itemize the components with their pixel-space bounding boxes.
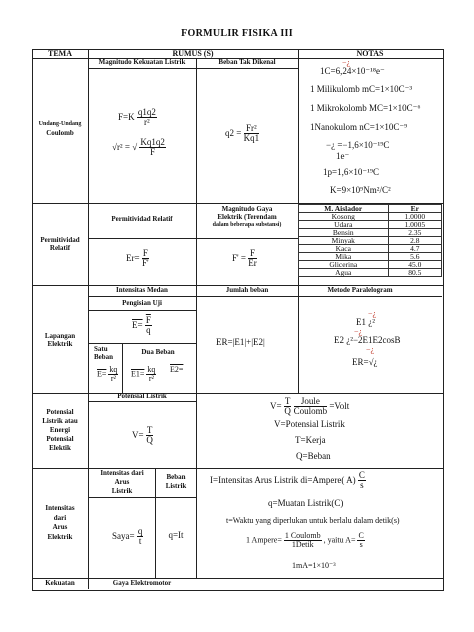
coulomb-note: −¿ =−1,6×10⁻¹⁹C <box>326 140 390 150</box>
sub-divider <box>88 68 298 69</box>
coulomb-note: 1Nanokulom nC=1×10C⁻⁹ <box>310 122 408 132</box>
table-cell: Agua <box>299 269 389 277</box>
kekuatan-sub: Gaya Elektromotor <box>112 579 172 587</box>
row-divider <box>32 393 443 394</box>
col-divider <box>196 393 197 468</box>
coulomb-note: 1C=6,24×10⁻¹⁸e⁻ <box>320 66 385 76</box>
paralelogram-line: E2 ¿²−2E1E2cosB <box>334 335 401 345</box>
intensitas-note: t=Waktu yang diperlukan untuk berlalu dalam detik(s) <box>226 516 400 525</box>
lapangan-mark: −¿ <box>368 309 377 318</box>
lapangan-mark: −¿ <box>354 327 363 336</box>
col-divider <box>196 468 197 578</box>
coulomb-sub-magnitudo: Magnitudo Kekuatan Listrik <box>98 58 186 66</box>
permitividad-tema-line2: Relatif <box>49 244 71 252</box>
table-cell: 1.0005 <box>388 221 441 229</box>
intensitas-tema: Elektrik <box>47 533 73 541</box>
intensitas-sub: Intensitas dari <box>100 469 144 477</box>
potensial-sub: Potensial Listrik <box>117 392 167 400</box>
table-cell: 2.8 <box>388 237 441 245</box>
coulomb-note: 1 Milikulomb mC=1×10C⁻³ <box>310 84 413 94</box>
permitividad-sub-gaya: Magnitudo Gaya <box>221 205 273 213</box>
permitividad-sub-gaya: Elektrik (Terendam <box>217 213 277 221</box>
formula-satu-beban: E= $\frac{kq}{\text{r²}}$ <box>97 365 118 384</box>
intensitas-sub: Arus <box>114 478 130 486</box>
table-cell: 80.5 <box>388 269 441 277</box>
col-divider <box>298 58 299 203</box>
table-header: M. Aislador <box>299 205 389 213</box>
intensitas-sub: Listrik <box>111 487 133 495</box>
formula-coulomb-f: F=K $\frac{q1q2}{\text{r²}}$ <box>118 107 156 128</box>
table-cell: 2.35 <box>388 229 441 237</box>
lapangan-sub-metode: Metode Paralelogram <box>327 286 393 294</box>
intensitas-sub-beban: Listrik <box>165 482 187 490</box>
permitividad-sub-relatif: Permitividad Relatif <box>111 215 173 223</box>
page-title: FORMULIR FISIKA III <box>181 28 293 39</box>
coulomb-note: 1p=1,6×10⁻¹⁹C <box>323 167 379 177</box>
lapangan-dua: Dua Beban <box>141 348 175 356</box>
potensial-tema: Elektik <box>49 444 71 452</box>
table-cell: Bensin <box>299 229 389 237</box>
table-cell: 1.0000 <box>388 213 441 221</box>
table-row <box>299 245 442 253</box>
potensial-tema: Listrik atau <box>42 417 78 425</box>
table-cell: Udara <box>299 221 389 229</box>
lapangan-sub-intensitas: Intensitas Medan <box>116 286 168 294</box>
coulomb-tema-line1: Undang-Undang <box>38 121 82 127</box>
lapangan-tema-line1: Lapangan <box>44 332 76 340</box>
col-divider <box>122 343 123 393</box>
coulomb-tema-line2: Coulomb <box>46 129 74 137</box>
col-divider <box>88 49 89 589</box>
intensitas-tema: Intensitas <box>45 504 75 512</box>
formula-coulomb-r: √r² = √ $\frac{Kq1q2}{F}$ <box>112 137 165 158</box>
sub-divider <box>88 296 442 297</box>
paralelogram-line: ER=√¿ <box>352 357 378 367</box>
col-divider <box>196 58 197 285</box>
table-cell: 5.6 <box>388 253 441 261</box>
table-row <box>299 229 442 237</box>
table-cell: Kosong <box>299 213 389 221</box>
coulomb-note: 1 Mikrokolomb MC=1×10C⁻⁶ <box>310 103 421 113</box>
table-cell: 45.0 <box>388 261 441 269</box>
table-row <box>299 237 442 245</box>
header-tema: TEMA <box>48 49 72 58</box>
permitividad-sub-gaya: dalam beberapa substansi) <box>212 222 282 228</box>
table-header: Er <box>388 205 441 213</box>
lapangan-satu: Beban <box>94 353 114 361</box>
sub-divider <box>88 497 196 498</box>
sub-divider <box>88 343 196 344</box>
lapangan-tema-line2: Elektrik <box>47 340 73 348</box>
formula-er-sum: ER=|E1|+|E2| <box>216 337 265 347</box>
row-divider <box>32 468 443 469</box>
header-rumus: RUMUS (S) <box>172 49 214 58</box>
lapangan-pengisian: Pengisian Uji <box>122 299 162 307</box>
potensial-tema: Potensial <box>46 408 74 416</box>
coulomb-note-mark: −¿ <box>342 58 351 67</box>
formula-coulomb-q2: q2 = $\frac{\text{Fr²}}{Kq1}$ <box>225 123 260 144</box>
formula-e: E= $\frac{\overline{F}}{q}$ <box>132 315 151 336</box>
lapangan-satu: Satu <box>94 345 108 353</box>
col-divider <box>298 285 299 393</box>
sub-divider <box>88 238 298 239</box>
potensial-note: V=Potensial Listrik <box>274 419 345 429</box>
intensitas-note: 1mA=1×10⁻³ <box>292 561 336 570</box>
intensitas-note: I=Intensitas Arus Listrik di=Ampere( A) $\frac{C}{s}$ <box>210 470 365 491</box>
dielectric-table <box>298 204 442 277</box>
paralelogram-line: E1 ¿² <box>356 317 375 327</box>
potensial-tema: Energi <box>49 426 71 434</box>
intensitas-tema: Arus <box>52 523 68 531</box>
formula-i: Saya= $\frac{q}{t}$ <box>112 526 143 547</box>
lapangan-sub-jumlah: Jumlah beban <box>225 286 269 294</box>
potensial-note: Q=Beban <box>296 451 331 461</box>
formula-dua-beban-2: E2= <box>170 365 184 374</box>
col-divider <box>155 468 156 578</box>
table-cell: Minyak <box>299 237 389 245</box>
header-notas: NOTAS <box>356 49 384 58</box>
table-cell: Kaca <box>299 245 389 253</box>
intensitas-sub-beban: Beban <box>166 473 186 481</box>
coulomb-note: K=9×10⁹Nm²/C² <box>330 185 391 195</box>
table-row <box>299 269 442 277</box>
formula-f-prime: F' = $\frac{F}{Er}$ <box>232 248 257 269</box>
coulomb-note: 1e⁻ <box>336 151 350 161</box>
permitividad-tema-line1: Permitividad <box>40 236 80 244</box>
sub-divider <box>88 310 196 311</box>
coulomb-sub-beban: Beban Tak Dikenal <box>218 58 276 66</box>
table-cell: Mika <box>299 253 389 261</box>
intensitas-tema: dari <box>53 514 67 522</box>
sub-divider <box>88 401 196 402</box>
kekuatan-tema: Kekuatan <box>45 579 75 587</box>
row-divider <box>32 578 443 579</box>
table-cell: Glicerina <box>299 261 389 269</box>
formula-q-it: q=It <box>168 530 184 540</box>
formula-er: Er= $\frac{F}{F'}$ <box>126 248 149 269</box>
formula-v: V= $\frac{T}{Q}$ <box>132 425 153 446</box>
formula-dua-beban-1: E1= $\frac{kq}{\text{r²}}$ <box>131 365 156 384</box>
lapangan-mark: −¿ <box>366 345 375 354</box>
potensial-tema: Potensial <box>46 435 74 443</box>
potensial-note: T=Kerja <box>295 435 326 445</box>
table-cell: 4.7 <box>388 245 441 253</box>
col-divider <box>196 285 197 393</box>
intensitas-note: 1 Ampere= $\frac{\text{1 Coulomb}}{\text{1Detik}}$ , yaitu A= $\frac{C}{s}$ <box>246 531 364 550</box>
intensitas-note: q=Muatan Listrik(C) <box>268 498 344 508</box>
note-v-unit: V= $\frac{T}{Q}$ $\frac{\text{Joule}}{\text{Coulomb}}$ =Volt <box>270 396 350 417</box>
